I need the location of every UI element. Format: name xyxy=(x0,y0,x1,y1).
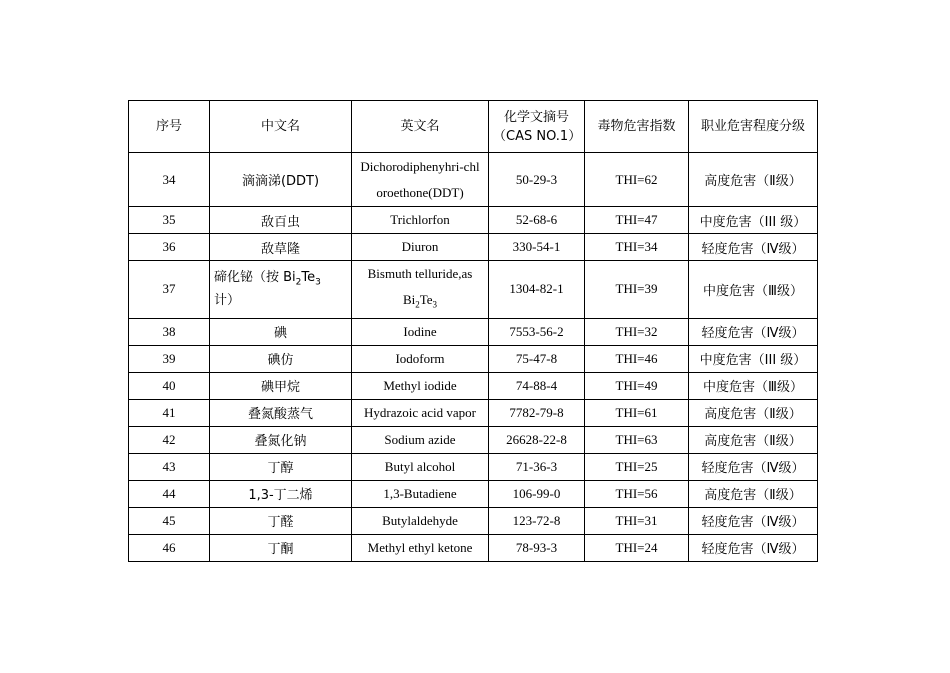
row-thi: THI=32 xyxy=(585,318,689,345)
row-english-name: Butylaldehyde xyxy=(352,507,489,534)
subscript: 3 xyxy=(315,277,321,288)
subscript: 2 xyxy=(415,299,420,310)
row-hazard-level: 轻度危害（Ⅳ级） xyxy=(689,234,818,261)
row-chinese-name: 叠氮酸蒸气 xyxy=(210,399,352,426)
row-hazard-level: 中度危害（III 级） xyxy=(689,345,818,372)
row-hazard-level: 高度危害（Ⅱ级） xyxy=(689,399,818,426)
row-cas: 1304-82-1 xyxy=(489,261,585,319)
row-thi: THI=56 xyxy=(585,480,689,507)
row-cas: 78-93-3 xyxy=(489,534,585,561)
row-english-name xyxy=(352,153,489,207)
row-english-name: Methyl ethyl ketone xyxy=(352,534,489,561)
row-thi: THI=24 xyxy=(585,534,689,561)
formula-part: Bi xyxy=(402,292,416,307)
row-cas: 71-36-3 xyxy=(489,453,585,480)
row-english-name: Hydrazoic acid vapor xyxy=(352,399,489,426)
header-chinese-name: 中文名 xyxy=(210,101,352,153)
row-chinese-name: 丁醛 xyxy=(210,507,352,534)
row-thi: THI=25 xyxy=(585,453,689,480)
row-no: 46 xyxy=(129,534,210,561)
row-cas: 74-88-4 xyxy=(489,372,585,399)
row-cas: 7782-79-8 xyxy=(489,399,585,426)
row-chinese-name: 碘 xyxy=(210,318,352,345)
row-thi: THI=31 xyxy=(585,507,689,534)
row-no: 42 xyxy=(129,426,210,453)
row-hazard-level: 中度危害（Ⅲ级） xyxy=(689,261,818,319)
row-thi: THI=49 xyxy=(585,372,689,399)
row-thi: THI=46 xyxy=(585,345,689,372)
table-row xyxy=(129,372,818,399)
row-english-name: Methyl iodide xyxy=(352,372,489,399)
row-chinese-name: 滴滴涕(DDT) xyxy=(210,153,352,207)
row-thi: THI=39 xyxy=(585,261,689,319)
table-row xyxy=(129,453,818,480)
row-hazard-level: 高度危害（Ⅱ级） xyxy=(689,153,818,207)
row-chinese-name: 叠氮化钠 xyxy=(210,426,352,453)
row-english-name: Sodium azide xyxy=(352,426,489,453)
row-thi: THI=47 xyxy=(585,207,689,234)
row-english-name-line1: Dichorodiphenyhri-chl xyxy=(360,158,480,174)
row-english-name-line2: oroethone(DDT) xyxy=(376,184,464,200)
table-row xyxy=(129,507,818,534)
row-no: 38 xyxy=(129,318,210,345)
row-thi: THI=34 xyxy=(585,234,689,261)
row-hazard-level: 高度危害（Ⅱ级） xyxy=(689,426,818,453)
table-row xyxy=(129,261,818,319)
row-chinese-name: 敌草隆 xyxy=(210,234,352,261)
row-cas: 26628-22-8 xyxy=(489,426,585,453)
header-hazard-level: 职业危害程度分级 xyxy=(689,101,818,153)
row-cas: 50-29-3 xyxy=(489,153,585,207)
chinese-name-part: 计） xyxy=(214,292,241,308)
row-thi: THI=62 xyxy=(585,153,689,207)
row-chinese-name: 丁酮 xyxy=(210,534,352,561)
row-english-name xyxy=(352,261,489,319)
row-no: 45 xyxy=(129,507,210,534)
row-hazard-level: 轻度危害（Ⅳ级） xyxy=(689,534,818,561)
header-cas-number xyxy=(489,101,585,153)
table-row xyxy=(129,153,818,207)
row-hazard-level: 轻度危害（Ⅳ级） xyxy=(689,318,818,345)
row-hazard-level: 中度危害（III 级） xyxy=(689,207,818,234)
formula-part: Te xyxy=(419,292,433,307)
hazard-classification-table xyxy=(128,100,818,562)
row-cas: 330-54-1 xyxy=(489,234,585,261)
row-no: 37 xyxy=(129,261,210,319)
row-cas: 106-99-0 xyxy=(489,480,585,507)
row-no: 41 xyxy=(129,399,210,426)
row-no: 34 xyxy=(129,153,210,207)
row-english-name-line1: Bismuth telluride,as xyxy=(367,266,473,281)
table-row xyxy=(129,234,818,261)
table-row xyxy=(129,207,818,234)
row-english-name: Butyl alcohol xyxy=(352,453,489,480)
table-row xyxy=(129,426,818,453)
header-cas-line1: 化学文摘号 xyxy=(503,109,569,125)
chinese-name-part: Te xyxy=(301,270,316,285)
table-row xyxy=(129,345,818,372)
row-chinese-name: 敌百虫 xyxy=(210,207,352,234)
table-row xyxy=(129,399,818,426)
table-header-row xyxy=(129,101,818,153)
row-no: 44 xyxy=(129,480,210,507)
header-english-name: 英文名 xyxy=(352,101,489,153)
row-no: 36 xyxy=(129,234,210,261)
row-english-name: Iodoform xyxy=(352,345,489,372)
row-english-name: 1,3-Butadiene xyxy=(352,480,489,507)
row-cas: 75-47-8 xyxy=(489,345,585,372)
row-hazard-level: 轻度危害（Ⅳ级） xyxy=(689,453,818,480)
row-no: 35 xyxy=(129,207,210,234)
row-chinese-name: 丁醇 xyxy=(210,453,352,480)
row-english-name: Diuron xyxy=(352,234,489,261)
table-row xyxy=(129,534,818,561)
header-thi: 毒物危害指数 xyxy=(585,101,689,153)
row-hazard-level: 轻度危害（Ⅳ级） xyxy=(689,507,818,534)
row-cas: 52-68-6 xyxy=(489,207,585,234)
header-cas-line2: （CAS NO.1） xyxy=(493,128,582,144)
row-english-name: Trichlorfon xyxy=(352,207,489,234)
row-cas: 7553-56-2 xyxy=(489,318,585,345)
row-no: 43 xyxy=(129,453,210,480)
subscript: 3 xyxy=(432,299,438,310)
row-thi: THI=61 xyxy=(585,399,689,426)
row-no: 39 xyxy=(129,345,210,372)
chinese-name-part: 碲化铋（按 Bi xyxy=(214,270,296,285)
table-row xyxy=(129,480,818,507)
table-row xyxy=(129,318,818,345)
row-chinese-name: 碘甲烷 xyxy=(210,372,352,399)
row-chinese-name: 1,3-丁二烯 xyxy=(210,480,352,507)
row-no: 40 xyxy=(129,372,210,399)
row-chinese-name: 碘仿 xyxy=(210,345,352,372)
row-english-name: Iodine xyxy=(352,318,489,345)
row-cas: 123-72-8 xyxy=(489,507,585,534)
row-thi: THI=63 xyxy=(585,426,689,453)
row-hazard-level: 高度危害（Ⅱ级） xyxy=(689,480,818,507)
row-hazard-level: 中度危害（Ⅲ级） xyxy=(689,372,818,399)
row-chinese-name xyxy=(210,261,352,319)
header-no: 序号 xyxy=(129,101,210,153)
subscript: 2 xyxy=(295,277,302,288)
